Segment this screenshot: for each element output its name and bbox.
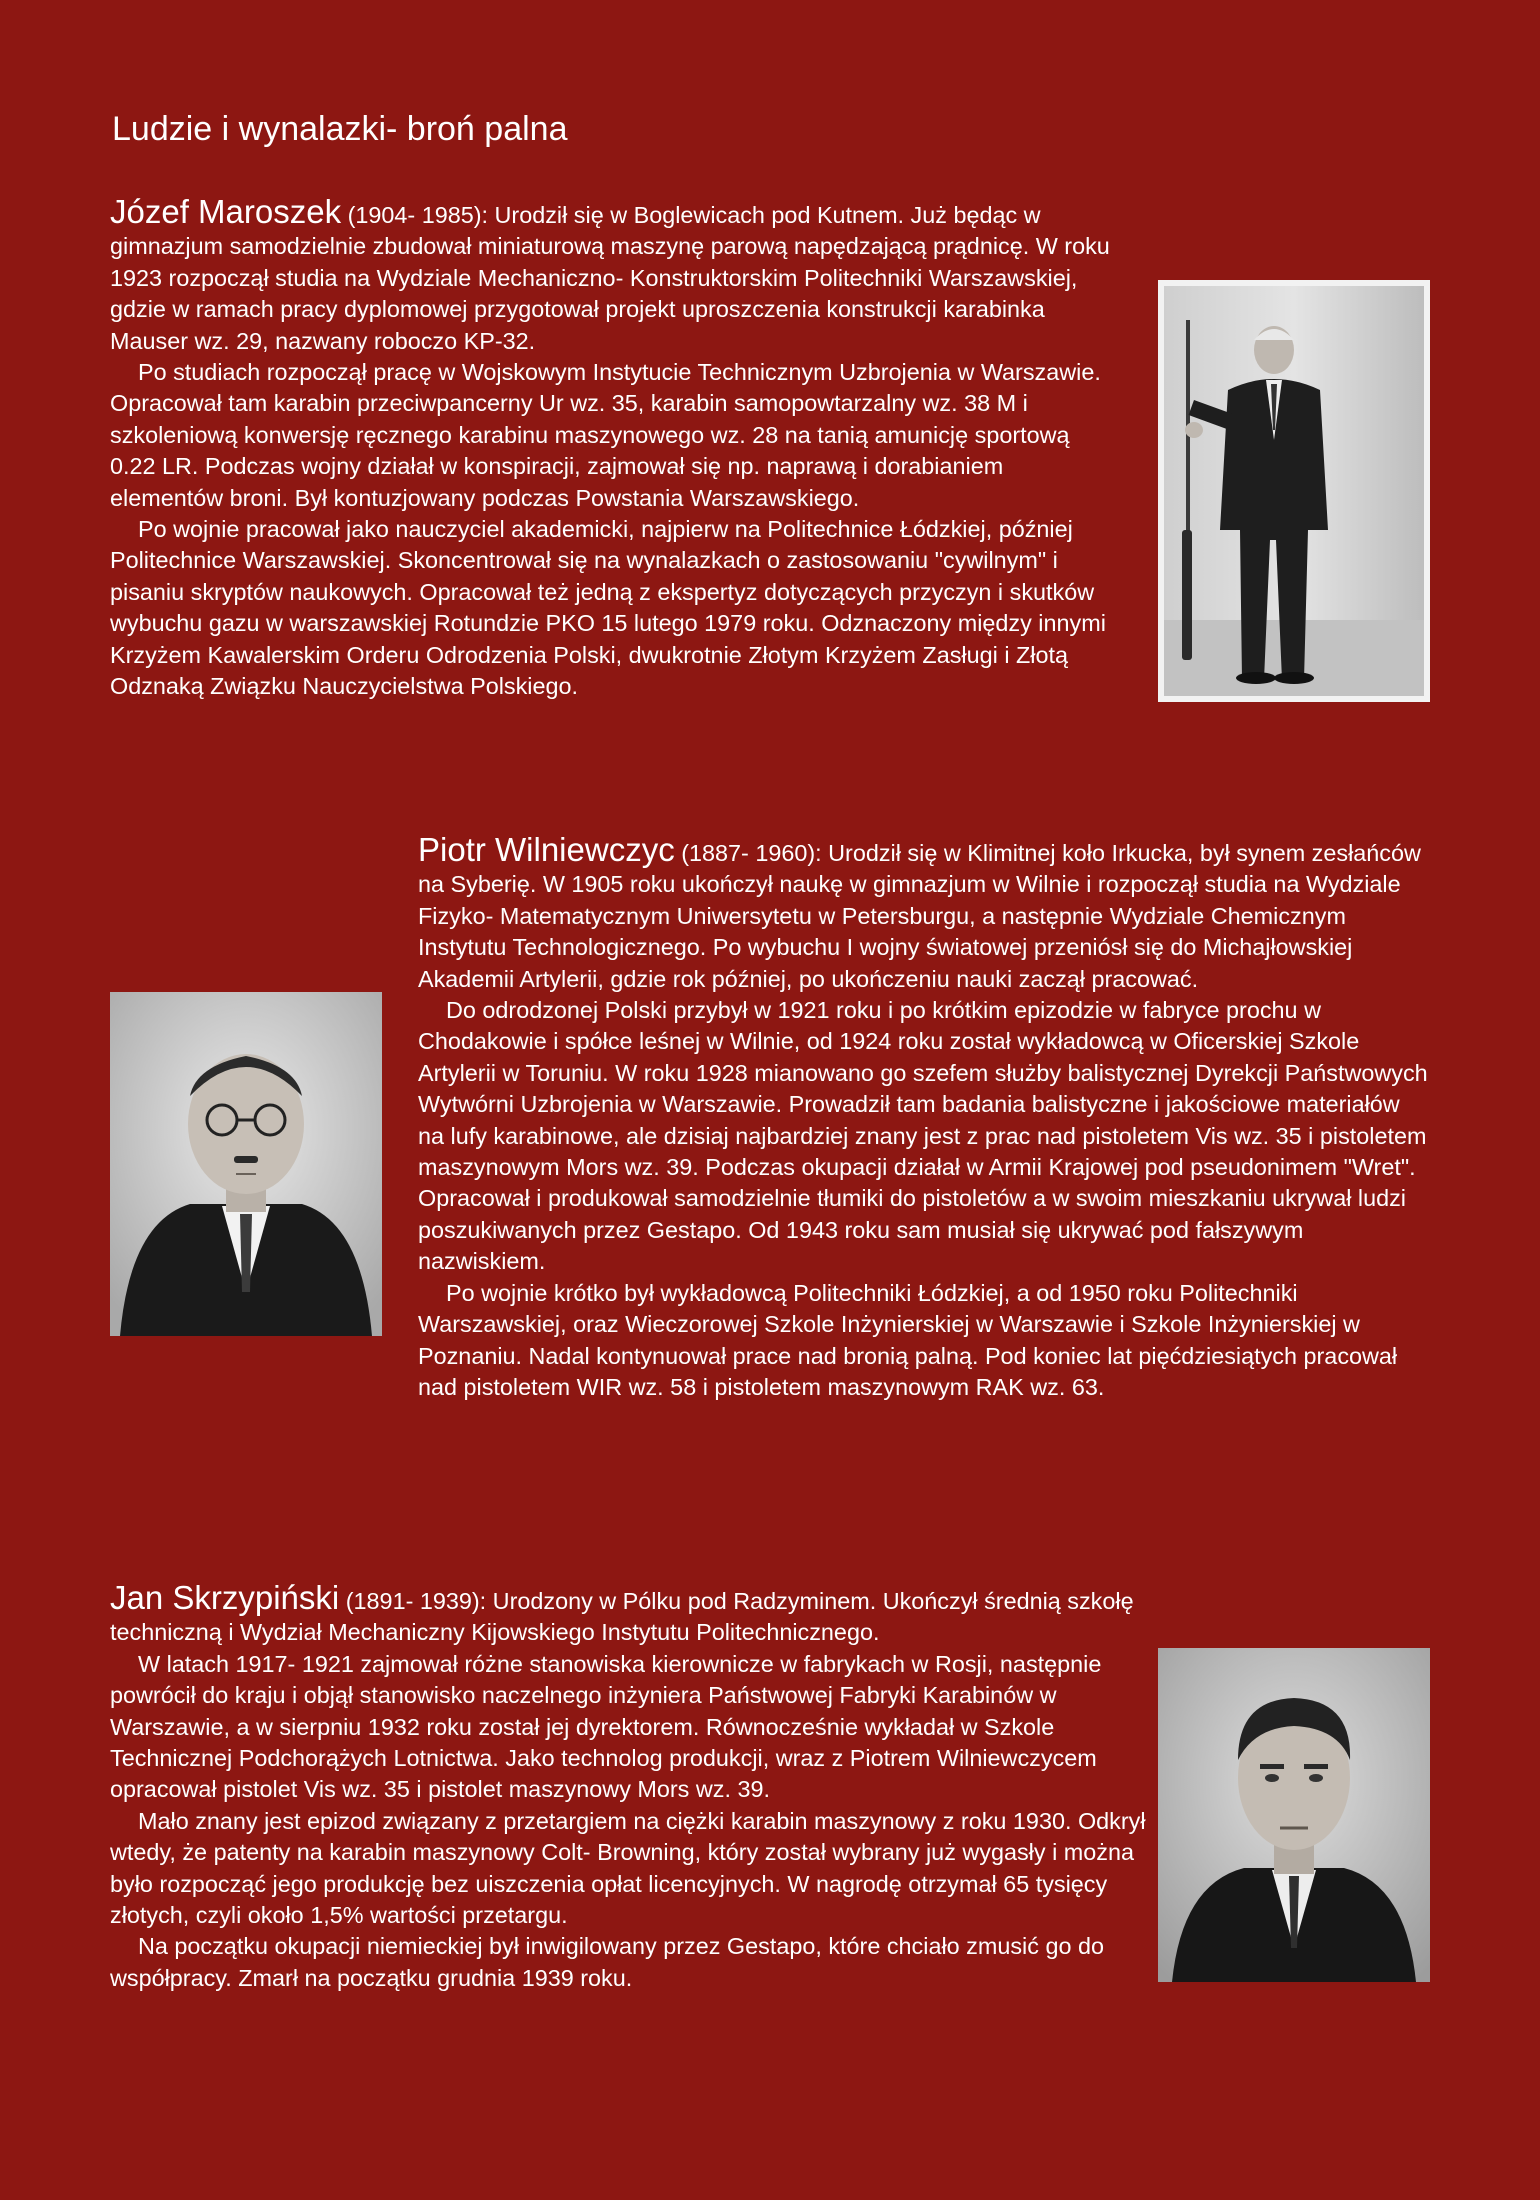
person-name: Piotr Wilniewczyc [418, 831, 675, 868]
bio-jan-skrzypinski [110, 1579, 1170, 1994]
bio-paragraph: Na początku okupacji niemieckiej był inwigilowany przez Gestapo, które chciało zmusić go do współpracy. Zmarł na początku grudnia 1939 roku. [110, 1933, 1104, 1991]
bio-piotr-wilniewczyc [418, 831, 1428, 1403]
bio-paragraph [418, 831, 1428, 995]
bio-paragraph: W latach 1917- 1921 zajmował różne stanowiska kierownicze w fabrykach w Rosji, następnie powrócił do kraju i objął stanowisko naczelnego inżyniera Państwowej Fabryki Karabinów w Warszawie, a w sierpniu 1932 roku został jej dyrektorem. Równocześnie wykładał w Szkole Technicznej Podchorążych Lotnictwa. Jako technolog produkcji, wraz z Piotrem Wilniewczycem opracował pistolet Vis wz. 35 i pistolet maszynowy Mors wz. 39. [110, 1650, 1102, 1803]
bio-lead-text: (1887- 1960): Urodził się w Klimitnej koło Irkucka, był synem zesłańców na Syberię. W 1905 roku ukończył naukę w gimnazjum w Wilnie i rozpoczął studia na Wydziale Fizyko- Matematycznym Uniwersytetu w Petersburgu, a następnie Wydziale Chemicznym Instytutu Technologicznego. Po wybuchu I wojny światowej przeniósł się do Michajłowskiej Akademii Artylerii, gdzie rok później, po ukończeniu nauki zaczął pracować. [418, 840, 1421, 992]
portrait-photo-piotr-wilniewczyc [110, 992, 382, 1336]
person-name: Jan Skrzypiński [110, 1579, 340, 1616]
bio-paragraph [110, 193, 1120, 357]
portrait-photo-jozef-maroszek [1158, 280, 1430, 702]
person-name: Józef Maroszek [110, 193, 342, 230]
bio-paragraph: Mało znany jest epizod związany z przetargiem na ciężki karabin maszynowy z roku 1930. Odkrył wtedy, że patenty na karabin maszynowy Colt- Browning, który został wybrany już wygasły i można było rozpocząć jego produkcję bez uiszczenia opłat licencyjnych. W nagrodę otrzymał 65 tysięcy złotych, czyli około 1,5% wartości przetargu. [110, 1807, 1146, 1929]
bio-paragraph: Do odrodzonej Polski przybył w 1921 roku i po krótkim epizodzie w fabryce prochu w Chodakowie i spółce leśnej w Wilnie, od 1924 roku został wykładowcą w Oficerskiej Szkole Artylerii w Toruniu. W roku 1928 mianowano go szefem służby balistycznej Dyrekcji Państwowych Wytwórni Uzbrojenia w Warszawie. Prowadził tam badania balistyczne i jakościowe materiałów na lufy karabinowe, ale dzisiaj najbardziej znany jest z prac nad pistoletem Vis wz. 35 i pistoletem maszynowym Mors wz. 39. Podczas okupacji działał w Armii Krajowej pod pseudonimem "Wret". Opracował i produkował samodzielnie tłumiki do pistoletów a w swoim mieszkaniu ukrywał ludzi poszukiwanych przez Gestapo. Od 1943 roku sam musiał się ukrywać pod fałszywym nazwiskiem. [418, 997, 1428, 1275]
bio-paragraph [110, 1579, 1170, 1649]
bio-lead-text: (1891- 1939): Urodzony w Pólku pod Radzyminem. Ukończył średnią szkołę techniczną i Wydział Mechaniczny Kijowskiego Instytutu Politechnicznego. [110, 1588, 1134, 1646]
portrait-photo-jan-skrzypinski [1158, 1648, 1430, 1982]
bio-paragraph: Po studiach rozpoczął pracę w Wojskowym Instytucie Technicznym Uzbrojenia w Warszawie. Opracował tam karabin przeciwpancerny Ur wz. 35, karabin samopowtarzalny wz. 38 M i szkoleniową konwersję ręcznego karabinu maszynowego wz. 28 na tanią amunicję sportową 0.22 LR. Podczas wojny działał w konspiracji, zajmował się np. naprawą i dorabianiem elementów broni. Był kontuzjowany podczas Powstania Warszawskiego. [110, 359, 1101, 511]
bio-jozef-maroszek [110, 193, 1120, 703]
page-title: Ludzie i wynalazki- broń palna [112, 110, 568, 148]
bio-lead-text: (1904- 1985): Urodził się w Boglewicach pod Kutnem. Już będąc w gimnazjum samodzielnie zbudował miniaturową maszynę parową napędzającą prądnicę. W roku 1923 rozpoczął studia na Wydziale Mechaniczno- Konstruktorskim Politechniki Warszawskiej, gdzie w ramach pracy dyplomowej przygotował projekt uproszczenia konstrukcji karabinka Mauser wz. 29, nazwany roboczo KP-32. [110, 202, 1110, 354]
bio-paragraph: Po wojnie krótko był wykładowcą Politechniki Łódzkiej, a od 1950 roku Politechniki Warszawskiej, oraz Wieczorowej Szkole Inżynierskiej w Warszawie i Szkole Inżynierskiej w Poznaniu. Nadal kontynuował prace nad bronią palną. Pod koniec lat pięćdziesiątych pracował nad pistoletem WIR wz. 58 i pistoletem maszynowym RAK wz. 63. [418, 1279, 1398, 1400]
bio-paragraph: Po wojnie pracował jako nauczyciel akademicki, najpierw na Politechnice Łódzkiej, później Politechnice Warszawskiej. Skoncentrował się na wynalazkach o zastosowaniu "cywilnym" i pisaniu skryptów naukowych. Opracował też jedną z ekspertyz dotyczących przyczyn i skutków wybuchu gazu w warszawskiej Rotundzie PKO 15 lutego 1979 roku. Odznaczony między innymi Krzyżem Kawalerskim Orderu Odrodzenia Polski, dwukrotnie Złotym Krzyżem Zasługi i Złotą Odznaką Związku Nauczycielstwa Polskiego. [110, 516, 1106, 700]
